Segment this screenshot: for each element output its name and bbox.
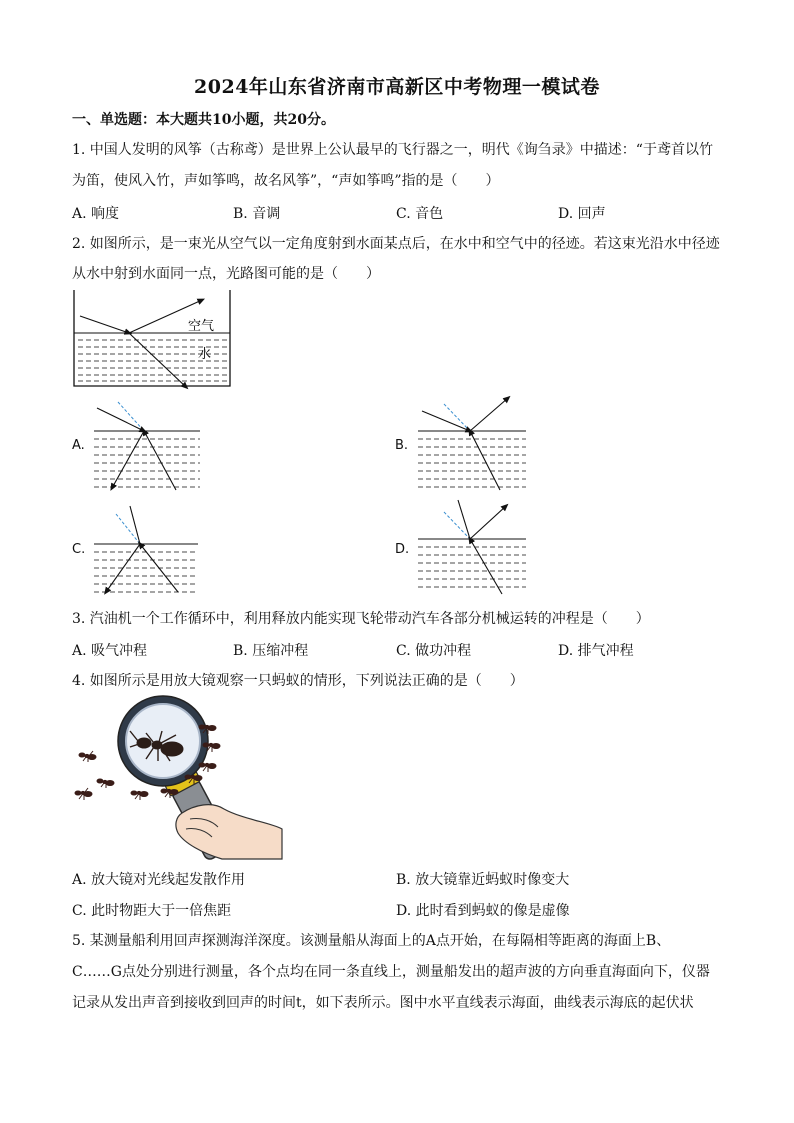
q3-stem: 3. 汽油机一个工作循环中，利用释放内能实现飞轮带动汽车各部分机械运转的冲程是（ ） bbox=[72, 611, 650, 627]
q4-option-b[interactable]: B. 放大镜靠近蚂蚁时像变大 bbox=[396, 872, 570, 888]
q2-option-c-label[interactable]: C. bbox=[72, 542, 86, 557]
q1-stem-line1: 1. 中国人发明的风筝（古称鸢）是世界上公认最早的飞行器之一，明代《询刍录》中描述：“于鸢首以竹 bbox=[72, 142, 713, 158]
q4-stem: 4. 如图所示是用放大镜观察一只蚂蚁的情形，下列说法正确的是（ ） bbox=[72, 673, 524, 689]
q3-option-c[interactable]: C. 做功冲程 bbox=[396, 643, 472, 659]
q4-option-c[interactable]: C. 此时物距大于一倍焦距 bbox=[72, 903, 232, 919]
q2-stem-line2: 从水中射到水面同一点，光路图可能的是（ ） bbox=[72, 266, 380, 282]
q5-stem-line3: 记录从发出声音到接收到回声的时间t，如下表所示。图中水平直线表示海面，曲线表示海底的起伏状 bbox=[72, 995, 694, 1011]
magnifier-ant-illustration bbox=[72, 693, 284, 861]
q2-stem-line1: 2. 如图所示，是一束光从空气以一定角度射到水面某点后，在水中和空气中的径迹。若这束光沿水中径迹 bbox=[72, 236, 720, 252]
q1-option-b[interactable]: B. 音调 bbox=[233, 206, 281, 222]
q4-option-a[interactable]: A. 放大镜对光线起发散作用 bbox=[72, 872, 246, 888]
q2-option-a-figure[interactable] bbox=[92, 398, 202, 493]
section-heading: 一、单选题：本大题共10小题，共20分。 bbox=[72, 112, 335, 128]
q5-stem-line1: 5. 某测量船利用回声探测海洋深度。该测量船从海面上的A点开始，在每隔相等距离的海面上B、 bbox=[72, 933, 671, 949]
q3-option-b[interactable]: B. 压缩冲程 bbox=[233, 643, 309, 659]
q2-option-d-figure[interactable] bbox=[416, 498, 528, 598]
page-title: 2024年山东省济南市高新区中考物理一模试卷 bbox=[194, 76, 600, 98]
q1-option-a[interactable]: A. 响度 bbox=[72, 206, 120, 222]
q3-option-a[interactable]: A. 吸气冲程 bbox=[72, 643, 148, 659]
q2-option-b-figure[interactable] bbox=[416, 396, 528, 493]
q5-stem-line2: C……G点处分别进行测量，各个点均在同一条直线上，测量船发出的超声波的方向垂直海面向下，仪器 bbox=[72, 964, 710, 980]
air-label: 空气 bbox=[188, 319, 215, 334]
q1-option-c[interactable]: C. 音色 bbox=[396, 206, 444, 222]
q2-option-c-figure[interactable] bbox=[92, 504, 200, 596]
q2-option-d-label[interactable]: D. bbox=[395, 542, 410, 557]
q1-option-d[interactable]: D. 回声 bbox=[558, 206, 606, 222]
q3-option-d[interactable]: D. 排气冲程 bbox=[558, 643, 634, 659]
q4-option-d[interactable]: D. 此时看到蚂蚁的像是虚像 bbox=[396, 903, 570, 919]
q2-option-b-label[interactable]: B. bbox=[395, 438, 409, 453]
q2-option-a-label[interactable]: A. bbox=[72, 438, 85, 453]
q2-main-figure bbox=[72, 290, 232, 390]
water-label: 水 bbox=[198, 347, 212, 362]
q1-stem-line2: 为笛，使风入竹，声如筝鸣，故名风筝”，“声如筝鸣”指的是（ ） bbox=[72, 173, 500, 189]
